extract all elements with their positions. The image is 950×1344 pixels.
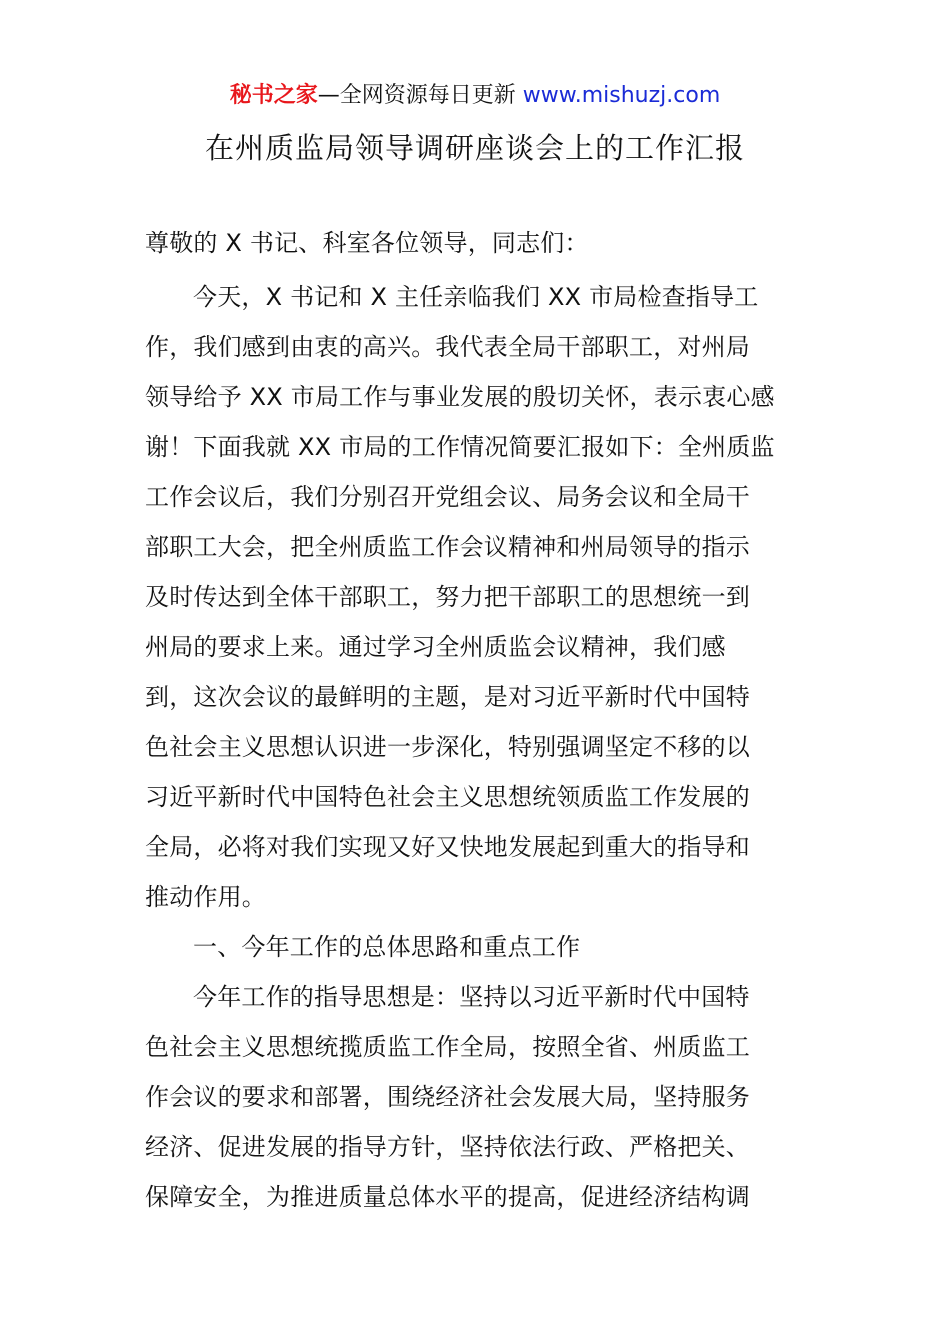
section-heading: 一、今年工作的总体思路和重点工作: [193, 933, 581, 961]
site-header: [0, 80, 950, 112]
body-line: 领导给予 XX 市局工作与事业发展的殷切关怀，表示衷心感: [145, 383, 775, 411]
body-line: 色社会主义思想统揽质监工作全局，按照全省、州质监工: [145, 1033, 750, 1061]
site-url-link[interactable]: www.mishuzj.com: [522, 83, 721, 108]
body-line: 谢！下面我就 XX 市局的工作情况简要汇报如下：全州质监: [145, 433, 775, 461]
body-line: 作，我们感到由衷的高兴。我代表全局干部职工，对州局: [145, 333, 750, 361]
document-title: 在州质监局领导调研座谈会上的工作汇报: [204, 131, 745, 165]
body-line: 到，这次会议的最鲜明的主题，是对习近平新时代中国特: [145, 683, 750, 711]
body-line: 经济、促进发展的指导方针，坚持依法行政、严格把关、: [145, 1133, 750, 1161]
body-line: 色社会主义思想认识进一步深化，特别强调坚定不移的以: [145, 733, 750, 761]
body-line: 今天，X 书记和 X 主任亲临我们 XX 市局检查指导工: [193, 283, 759, 311]
brand-name: 秘书之家: [229, 83, 318, 108]
body-line: 习近平新时代中国特色社会主义思想统领质监工作发展的: [145, 783, 750, 811]
body-line: 工作会议后，我们分别召开党组会议、局务会议和全局干: [145, 483, 750, 511]
body-line: 作会议的要求和部署，围绕经济社会发展大局，坚持服务: [145, 1083, 750, 1111]
body-line: 州局的要求上来。通过学习全州质监会议精神，我们感: [145, 633, 726, 661]
body-line: 全局，必将对我们实现又好又快地发展起到重大的指导和: [145, 833, 750, 861]
header-tagline: —全网资源每日更新: [317, 83, 523, 108]
body-line: 及时传达到全体干部职工，努力把干部职工的思想统一到: [145, 583, 750, 611]
body-line: 部职工大会，把全州质监工作会议精神和州局领导的指示: [145, 533, 750, 561]
body-line: 保障安全，为推进质量总体水平的提高，促进经济结构调: [145, 1183, 750, 1211]
body-line: 推动作用。: [145, 883, 266, 911]
body-line: 今年工作的指导思想是：坚持以习近平新时代中国特: [193, 983, 750, 1011]
salutation-line: 尊敬的 X 书记、科室各位领导，同志们：: [145, 229, 589, 257]
